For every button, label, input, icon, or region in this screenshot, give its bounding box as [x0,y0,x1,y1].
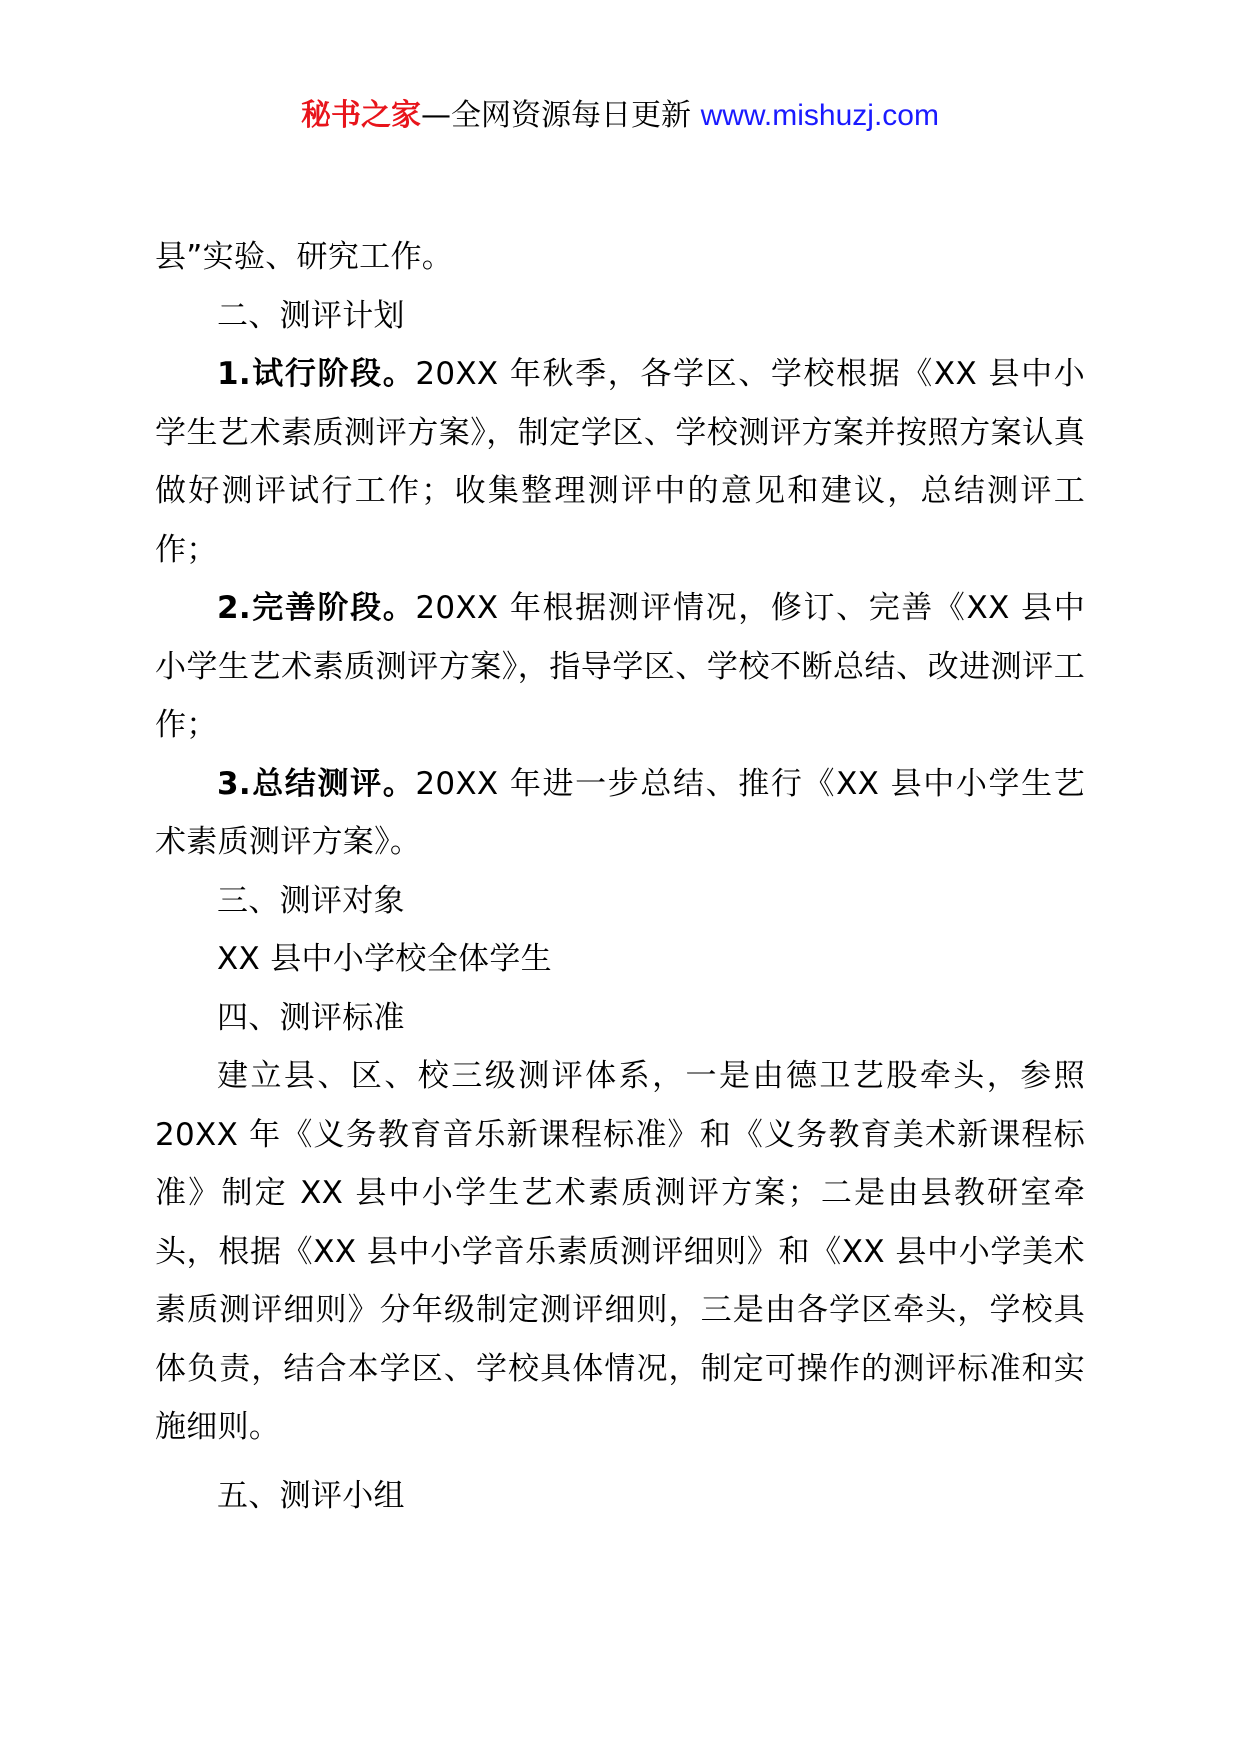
trial-stage-label: 1.试行阶段。 [217,356,416,392]
paragraph-standard: 建立县、区、校三级测评体系，一是由德卫艺股牵头，参照 20XX 年《义务教育音乐新课程标准》和《义务教育美术新课程标准》制定 XX 县中小学生艺术素质测评方案；二是由县教研室牵头，根据《XX 县中小学音乐素质测评细则》和《XX 县中小学美术素质测评细则》分年级制定测评细则，三是由各学区牵头，学校具体负责，结合本学区、学校具体情况，制定可操作的测评标准和实施细则。 [155,1058,1085,1445]
section-heading-group: 五、测评小组 [217,1477,405,1514]
paragraph-summary-stage [155,755,1085,872]
summary-stage-label: 3.总结测评。 [217,765,416,802]
paragraph-trial-stage [155,345,1085,579]
section-heading-standard: 四、测评标准 [217,999,405,1036]
page-header [0,96,1240,136]
document-body [155,228,1085,1525]
header-url[interactable]: www.mishuzj.com [700,99,939,132]
header-tagline: —全网资源每日更新 [421,98,701,133]
section-heading-target: 三、测评对象 [217,882,405,919]
paragraph-target: XX 县中小学校全体学生 [217,941,552,977]
summary-stage-text: 20XX 年进一步总结、推行《XX 县中小学生艺术素质测评方案》。 [155,765,1085,860]
paragraph-continuation: 县”实验、研究工作。 [155,239,454,275]
paragraph-improve-stage [155,579,1085,755]
brand-name: 秘书之家 [301,98,422,133]
improve-stage-text: 20XX 年根据测评情况，修订、完善《XX 县中小学生艺术素质测评方案》，指导学区、学校不断总结、改进测评工作； [155,590,1085,743]
improve-stage-label: 2.完善阶段。 [217,590,416,626]
section-heading-plan: 二、测评计划 [217,297,405,334]
trial-stage-text: 20XX 年秋季，各学区、学校根据《XX 县中小学生艺术素质测评方案》，制定学区、学校测评方案并按照方案认真做好测评试行工作；收集整理测评中的意见和建议，总结测评工作； [155,356,1085,568]
